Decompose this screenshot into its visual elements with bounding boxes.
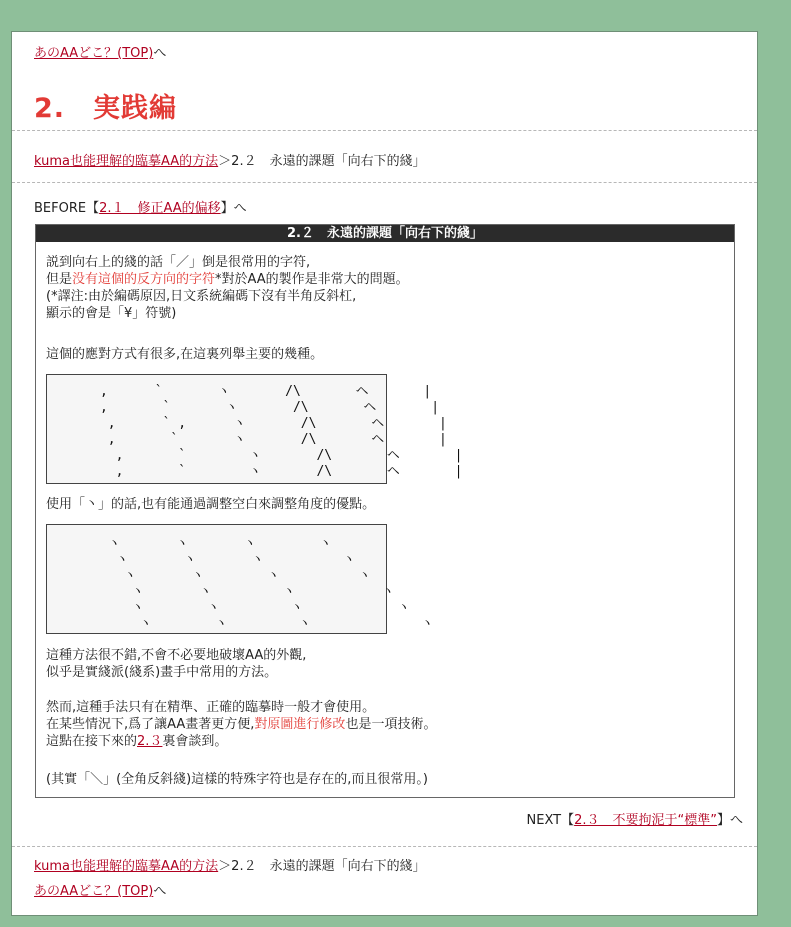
paragraph-1: [46, 254, 409, 322]
breadcrumb-separator-bottom: ＞: [218, 859, 232, 874]
breadcrumb-current-bottom: 2.２ 永遠的課題「向右下的綫」: [231, 859, 426, 874]
p1-highlight: 没有這個的反方向的字符: [72, 272, 216, 287]
breadcrumb-parent-link-bottom[interactable]: kuma也能理解的臨摹AA的方法: [34, 859, 219, 874]
divider: [12, 846, 757, 847]
aa2-row-4: ヽ ヽ ヽ ヽ: [53, 584, 395, 599]
paragraph-3: 使用「丶」的話,也有能通過調整空白來調整角度的優點。: [46, 497, 376, 512]
breadcrumb-separator: ＞: [218, 154, 232, 169]
p1-line-2a: 但是: [46, 272, 73, 287]
p1-line-3: (*譯注:由於編碼原因,日文系統編碼下沒有半角反斜杠,: [46, 289, 357, 304]
aa2-row-2: ヽ ヽ ヽ ヽ: [53, 552, 356, 567]
aa1-row-3: , ` , ヽ /\ ヘ |: [53, 416, 447, 431]
aa-example-1-svg: [47, 375, 463, 483]
aa1-row-5: , ` ヽ /\ ヘ |: [53, 448, 463, 463]
next-prefix: NEXT【: [526, 813, 575, 828]
paragraph-2: 這個的應對方式有很多,在這裏列舉主要的幾種。: [46, 347, 324, 362]
top-link[interactable]: あのAAどこ？(TOP): [34, 46, 154, 61]
p5-highlight: 對原圖進行修改: [254, 717, 346, 732]
p5-line-1: 然而,這種手法只有在精準、正確的臨摹時一般才會使用。: [46, 700, 376, 715]
aa2-row-1: ヽ ヽ ヽ ヽ: [53, 536, 332, 551]
aa-example-2: [46, 524, 434, 634]
bottom-link[interactable]: あのAAどこ？(TOP): [34, 884, 154, 899]
aa2-row-3: ヽ ヽ ヽ ヽ: [53, 568, 372, 583]
content-box: [35, 224, 735, 798]
page-title: 2. 実践編: [34, 93, 178, 124]
p1-line-2c: *對於AA的製作是非常大的問題。: [215, 272, 409, 287]
content-panel: [11, 31, 758, 916]
paragraph-6: (其實「＼」(全角反斜綫)這樣的特殊字符也是存在的,而且很常用。): [46, 772, 428, 787]
aa1-row-2: , ` ヽ /\ ヘ |: [53, 400, 440, 415]
aa-example-1: [46, 374, 463, 484]
breadcrumb-current: 2.２ 永遠的課題「向右下的綫」: [231, 154, 426, 169]
p4-line-2: 似乎是實綫派(綫系)畫手中常用的方法。: [46, 665, 278, 680]
bottom-nav: [34, 880, 166, 899]
divider: [12, 182, 757, 183]
aa1-row-1: , ` ヽ /\ ヘ |: [53, 384, 432, 399]
aa2-row-5: ヽ ヽ ヽ ヽ: [53, 600, 411, 615]
p5-line-3a: 這點在接下來的: [46, 734, 138, 749]
breadcrumb-bottom: [34, 855, 426, 874]
divider: [12, 130, 757, 131]
before-prefix: BEFORE【: [34, 201, 100, 216]
aa1-row-6: , ` ヽ /\ ヘ |: [53, 464, 463, 479]
box-title: 2.２ 永遠的課題「向右下的綫」: [36, 225, 734, 242]
before-link[interactable]: 2.１ 修正AA的偏移: [99, 201, 221, 216]
top-nav: [34, 42, 166, 61]
p1-line-4: 顯示的會是「¥」符號): [46, 306, 177, 321]
next-link[interactable]: 2.３ 不要拘泥于“標準”: [574, 813, 717, 828]
aa2-row-6: ヽ ヽ ヽ ヽ: [53, 616, 434, 631]
p5-line-2: [46, 716, 436, 733]
next-suffix: 】へ: [716, 813, 743, 828]
p5-line-2a: 在某些情況下,爲了讓AA畫著更方便,: [46, 717, 255, 732]
aa1-row-4: , ` ヽ /\ ヘ |: [53, 432, 447, 447]
aa-example-2-svg: [47, 525, 434, 633]
top-link-suffix: へ: [153, 46, 167, 61]
before-suffix: 】へ: [220, 201, 247, 216]
p4-line-1: 這種方法很不錯,不會不必要地破壞AA的外觀,: [46, 648, 307, 663]
p1-line-2: [46, 271, 409, 288]
p5-line-3: [46, 733, 436, 750]
breadcrumb: [34, 150, 426, 169]
section-2-3-link[interactable]: 2.３: [137, 734, 163, 749]
p5-line-3b: 裏會談到。: [162, 734, 228, 749]
breadcrumb-parent-link[interactable]: kuma也能理解的臨摹AA的方法: [34, 154, 219, 169]
p1-line-1: 説到向右上的綫的話「／」倒是很常用的字符,: [46, 255, 311, 270]
next-nav: [527, 809, 743, 828]
p5-line-2c: 也是一項技術。: [345, 717, 437, 732]
paragraph-4: [46, 647, 306, 681]
bottom-link-suffix: へ: [153, 884, 167, 899]
paragraph-5: [46, 699, 436, 750]
before-nav: [34, 197, 247, 216]
